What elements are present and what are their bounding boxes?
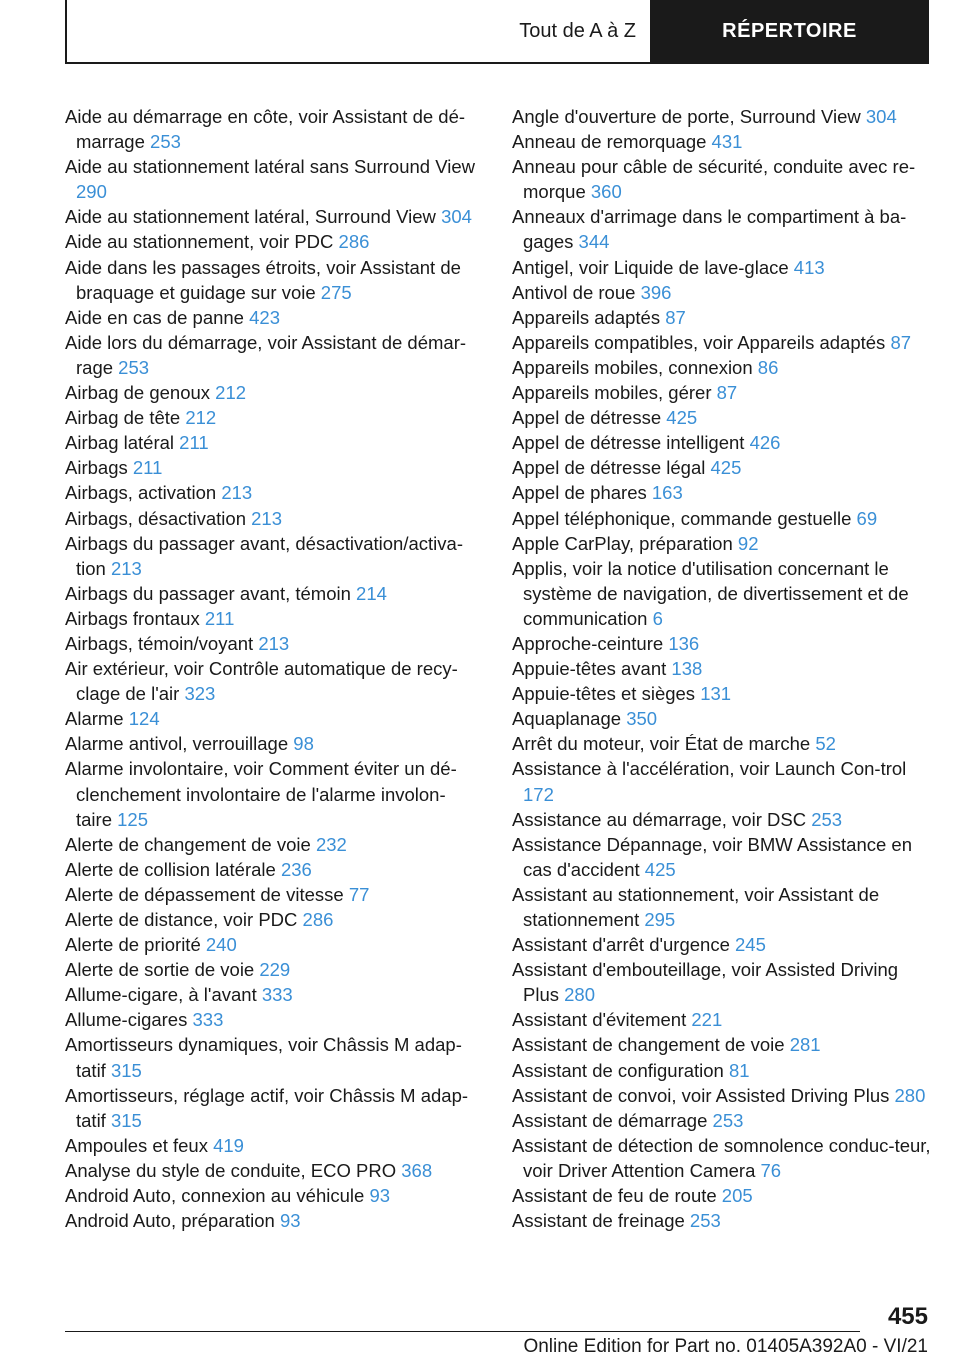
page-link[interactable]: 213 [258, 632, 290, 654]
page-link[interactable]: 92 [737, 532, 759, 554]
page-link[interactable]: 315 [110, 1109, 142, 1131]
index-entry [512, 556, 932, 631]
index-entry-text: Appel de phares [512, 482, 647, 504]
page-link[interactable]: 87 [665, 306, 686, 328]
index-entry-text: Amortisseurs dynamiques, voir Châssis M adap-tatif [65, 1034, 462, 1081]
index-entry [65, 1208, 480, 1233]
index-entry-text: Analyse du style de conduite, ECO PRO [65, 1159, 397, 1181]
index-entry-text: Alarme antivol, verrouillage [65, 733, 289, 755]
index-entry [65, 430, 480, 455]
index-entry-text: Allume-cigare, à l'avant [65, 984, 257, 1006]
index-entry [65, 857, 480, 882]
page-link[interactable]: 431 [711, 131, 743, 153]
page-link[interactable]: 280 [564, 984, 596, 1006]
index-entry-text: Assistant d'arrêt d'urgence [512, 934, 730, 956]
index-entry-text: Alarme involontaire, voir Comment éviter un dé-clenchement involontaire de l'alarme involon-taire [65, 758, 457, 830]
page-link[interactable]: 275 [320, 281, 352, 303]
index-entry [512, 957, 932, 1007]
index-entry-text: Applis, voir la notice d'utilisation concernant le système de navigation, de divertissement et de communication [512, 557, 909, 629]
page-link[interactable]: 426 [749, 432, 781, 454]
page-link[interactable]: 333 [261, 984, 293, 1006]
index-entry-text: Assistant d'embouteillage, voir Assisted Driving Plus [512, 959, 899, 1006]
page-link[interactable]: 213 [251, 507, 283, 529]
page-link[interactable]: 236 [280, 858, 312, 880]
index-entry [512, 305, 932, 330]
index-entry [512, 355, 932, 380]
index-entry [65, 656, 480, 706]
page-link[interactable]: 221 [691, 1009, 723, 1031]
index-entry-text: Amortisseurs, réglage actif, voir Châssis M adap-tatif [65, 1084, 469, 1131]
index-entry [65, 255, 480, 305]
index-entry-text: Antivol de roue [512, 281, 636, 303]
index-entry [65, 1183, 480, 1208]
index-entry [65, 932, 480, 957]
index-entry [512, 330, 932, 355]
page-link[interactable]: 87 [716, 382, 738, 404]
page-link[interactable]: 286 [338, 231, 370, 253]
index-entry-text: Assistance à l'accélération, voir Launch Con-trol [512, 758, 907, 780]
index-entry [512, 656, 932, 681]
index-entry [512, 1183, 932, 1208]
index-entry [512, 681, 932, 706]
page-link[interactable]: 360 [590, 181, 622, 203]
index-entry-text: Angle d'ouverture de porte, Surround View [512, 106, 861, 127]
page-link[interactable]: 124 [128, 708, 160, 730]
index-entry [512, 455, 932, 480]
index-entry-text: Assistant d'évitement [512, 1009, 687, 1031]
index-entry-text: Appel de détresse légal [512, 457, 706, 479]
index-entry-text: Assistant de démarrage [512, 1109, 708, 1131]
index-entry [512, 405, 932, 430]
page-link[interactable]: 229 [259, 959, 291, 981]
page-link[interactable]: 253 [811, 808, 843, 830]
index-entry [65, 1007, 480, 1032]
page-link[interactable]: 368 [401, 1159, 433, 1181]
page-link[interactable]: 211 [204, 607, 235, 629]
index-entry-text: Aide dans les passages étroits, voir Assistant de braquage et guidage sur voie [65, 256, 461, 303]
page-link[interactable]: 286 [302, 909, 334, 930]
page-link[interactable]: 344 [578, 231, 610, 253]
page-link[interactable]: 163 [651, 482, 683, 504]
index-entry [512, 204, 932, 254]
page-link[interactable]: 413 [793, 256, 825, 278]
index-entry-text: Arrêt du moteur, voir État de marche [512, 733, 811, 755]
index-entry-text: Appareils compatibles, voir Appareils adaptés [512, 331, 886, 353]
index-entry [512, 1083, 932, 1108]
index-entry [65, 581, 480, 606]
index-entry [512, 531, 932, 556]
index-entry-text: Antigel, voir Liquide de lave-glace [512, 256, 789, 278]
index-entry [512, 706, 932, 731]
page-link[interactable]: 419 [213, 1134, 244, 1156]
page-link[interactable]: 245 [735, 934, 766, 956]
page-link[interactable]: 213 [221, 482, 253, 504]
index-entry-text: Android Auto, connexion au véhicule [65, 1185, 365, 1207]
index-entry [65, 1083, 480, 1133]
page-link[interactable]: 205 [721, 1185, 753, 1207]
index-entry-text: Appel téléphonique, commande gestuelle [512, 507, 852, 529]
index-entry [65, 506, 480, 531]
index-entry [512, 1108, 932, 1133]
index-entry-text: Allume-cigares [65, 1009, 188, 1031]
index-entry-text: Airbags du passager avant, témoin [65, 582, 351, 604]
page-link[interactable]: 69 [856, 507, 878, 529]
index-entry [65, 882, 480, 907]
page-link[interactable]: 214 [356, 582, 387, 604]
index-entry-text: Appareils mobiles, connexion [512, 356, 753, 378]
tab-tout-de-a-a-z[interactable]: Tout de A à Z [519, 19, 636, 42]
index-entry-text: Airbags, désactivation [65, 507, 246, 529]
index-entry-text: Air extérieur, voir Contrôle automatique de recy-clage de l'air [65, 658, 458, 705]
header-tabs [65, 0, 929, 64]
index-entry [512, 506, 932, 531]
index-entry [512, 882, 932, 932]
footer-divider [65, 1331, 860, 1332]
index-entry [65, 957, 480, 982]
page-link[interactable]: 350 [626, 708, 658, 730]
index-entry-text: Anneau de remorquage [512, 131, 707, 153]
index-entry-text: Android Auto, préparation [65, 1210, 275, 1232]
index-entry [65, 480, 480, 505]
page-link[interactable]: 304 [865, 106, 897, 127]
index-entry [65, 104, 480, 154]
index-entry-text: Anneau pour câble de sécurité, conduite avec re-morque [512, 156, 916, 203]
page-link[interactable]: 396 [640, 281, 672, 303]
index-entry-text: Assistant de feu de route [512, 1185, 717, 1207]
page-link[interactable]: 232 [315, 833, 347, 855]
index-entry-text: Alerte de priorité [65, 934, 201, 956]
page-link[interactable]: 253 [150, 131, 181, 153]
page-link[interactable]: 304 [441, 206, 472, 228]
index-entry [65, 606, 480, 631]
index-entry-text: Alarme [65, 708, 124, 730]
index-entry [65, 305, 480, 330]
page-link[interactable]: 213 [110, 557, 142, 579]
page-link[interactable]: 315 [110, 1059, 142, 1081]
page-link[interactable]: 290 [76, 181, 107, 203]
page-link[interactable]: 323 [184, 683, 216, 705]
index-entry-text: Airbags [65, 457, 128, 479]
index-entry-text: Alerte de changement de voie [65, 833, 311, 855]
page-link[interactable]: 211 [132, 457, 163, 479]
index-entry [65, 380, 480, 405]
index-entry [512, 1058, 932, 1083]
tab-repertoire[interactable]: RÉPERTOIRE [650, 0, 929, 62]
page-link[interactable]: 211 [179, 432, 209, 454]
page-link[interactable]: 280 [894, 1084, 926, 1106]
index-entry-text: Appel de détresse [512, 407, 662, 429]
index-entry-text: Aide au stationnement latéral sans Surround View [65, 156, 475, 178]
index-entry-text: Appareils adaptés [512, 306, 661, 328]
index-entry-text: Aquaplanage [512, 708, 622, 730]
page-link[interactable]: 240 [205, 934, 237, 956]
index-entry [65, 1032, 480, 1082]
index-entry [65, 229, 480, 254]
page-link[interactable]: 333 [192, 1009, 224, 1031]
index-entry [65, 330, 480, 380]
index-entry-text: Assistant de changement de voie [512, 1034, 785, 1056]
index-entry-text: Aide au stationnement latéral, Surround View [65, 206, 436, 228]
index-entry [512, 807, 932, 832]
index-entry-text: Anneaux d'arrimage dans le compartiment à ba-gages [512, 206, 907, 253]
index-entry-text: Airbags, activation [65, 482, 217, 504]
page-link[interactable]: 253 [118, 356, 150, 378]
index-entry-text: Appareils mobiles, gérer [512, 382, 712, 404]
index-entry [65, 631, 480, 656]
index-entry [65, 1133, 480, 1158]
page-link[interactable]: 77 [348, 883, 370, 905]
page-link[interactable]: 253 [712, 1109, 744, 1131]
page-link[interactable]: 425 [710, 457, 742, 479]
index-entry [65, 405, 480, 430]
page-link[interactable]: 172 [523, 783, 554, 805]
index-entry [512, 1133, 932, 1183]
index-entry-text: Airbag latéral [65, 432, 175, 454]
index-entry-text: Appuie-têtes et sièges [512, 683, 696, 705]
page-link[interactable]: 425 [644, 858, 676, 880]
page-link[interactable]: 136 [668, 632, 700, 654]
index-entry-text: Aide au stationnement, voir PDC [65, 231, 334, 253]
index-entry [65, 1158, 480, 1183]
index-entry-text: Airbag de genoux [65, 382, 211, 404]
index-entry [65, 455, 480, 480]
page-link[interactable]: 98 [293, 733, 314, 755]
index-entry [512, 631, 932, 656]
index-entry [512, 154, 932, 204]
page-link[interactable]: 281 [789, 1034, 821, 1056]
index-entry [65, 204, 480, 229]
index-entry [512, 430, 932, 455]
index-entry-text: Assistant de détection de somnolence conduc-teur, voir Driver Attention Camera [512, 1134, 931, 1181]
index-entry [65, 756, 480, 831]
page-link[interactable]: 93 [369, 1185, 391, 1207]
index-entry-text: Assistance au démarrage, voir DSC [512, 808, 807, 830]
page-link[interactable]: 425 [666, 407, 698, 429]
index-entry [512, 731, 932, 756]
index-entry [512, 480, 932, 505]
index-entry-text: Alerte de distance, voir PDC [65, 909, 298, 930]
page-link[interactable]: 212 [185, 407, 217, 429]
page-link[interactable]: 76 [760, 1159, 782, 1181]
index-entry-text: Aide en cas de panne [65, 306, 244, 328]
page-link[interactable]: 212 [215, 382, 247, 404]
page-link[interactable]: 52 [815, 733, 836, 755]
index-entry [65, 907, 480, 932]
index-entry-text: Alerte de collision latérale [65, 858, 276, 880]
index-entry [512, 832, 932, 882]
index-entry-text: Airbags du passager avant, désactivation/activa-tion [65, 532, 463, 579]
index-entry-text: Airbags frontaux [65, 607, 200, 629]
index-entry-text: Appuie-têtes avant [512, 658, 667, 680]
index-entry-text: Ampoules et feux [65, 1134, 208, 1156]
index-column-left [65, 104, 480, 1233]
index-entry [512, 1032, 932, 1057]
page-number: 455 [887, 1303, 928, 1330]
page-link[interactable]: 125 [117, 808, 149, 830]
index-column-right [512, 104, 932, 1233]
index-entry [512, 255, 932, 280]
index-entry-text: Approche-ceinture [512, 632, 664, 654]
index-entry-text: Assistant au stationnement, voir Assistant de stationnement [512, 883, 880, 930]
index-entry [512, 104, 932, 129]
page-link[interactable]: 295 [644, 909, 676, 930]
index-entry-text: Airbag de tête [65, 407, 181, 429]
index-entry [65, 982, 480, 1007]
index-entry-text: Appel de détresse intelligent [512, 432, 745, 454]
index-entry [65, 832, 480, 857]
index-entry [65, 706, 480, 731]
index-entry [512, 756, 932, 806]
page-link[interactable]: 86 [757, 356, 779, 378]
index-entry-text: Assistance Dépannage, voir BMW Assistance en cas d'accident [512, 833, 912, 880]
page-link[interactable]: 87 [890, 331, 912, 353]
index-entry-text: Aide lors du démarrage, voir Assistant de démar-rage [65, 331, 467, 378]
index-entry-text: Assistant de freinage [512, 1210, 685, 1232]
index-entry [512, 1208, 932, 1233]
page-link[interactable]: 423 [249, 306, 280, 328]
index-entry-text: Airbags, témoin/voyant [65, 632, 254, 654]
page-link[interactable]: 81 [729, 1059, 750, 1081]
page-link[interactable]: 138 [671, 658, 703, 680]
index-entry-text: Apple CarPlay, préparation [512, 532, 733, 554]
index-entry [512, 280, 932, 305]
page-link[interactable]: 93 [279, 1210, 301, 1232]
index-entry-text: Assistant de configuration [512, 1059, 724, 1081]
index-entry [65, 154, 480, 204]
index-entry-text: Aide au démarrage en côte, voir Assistant de dé-marrage [65, 106, 466, 153]
index-entry [65, 731, 480, 756]
footer-edition: Online Edition for Part no. 01405A392A0 - VI/21 [523, 1336, 928, 1357]
index-entry [65, 531, 480, 581]
index-entry-text: Alerte de sortie de voie [65, 959, 255, 981]
index-entry-text: Alerte de dépassement de vitesse [65, 883, 344, 905]
index-entry-text: Assistant de convoi, voir Assisted Driving Plus [512, 1084, 890, 1106]
page-link[interactable]: 6 [652, 607, 663, 629]
index-entry [512, 380, 932, 405]
index-entry [512, 129, 932, 154]
page-link[interactable]: 131 [700, 683, 732, 705]
page-link[interactable]: 253 [689, 1210, 721, 1232]
index-entry [512, 1007, 932, 1032]
index-entry [512, 932, 932, 957]
